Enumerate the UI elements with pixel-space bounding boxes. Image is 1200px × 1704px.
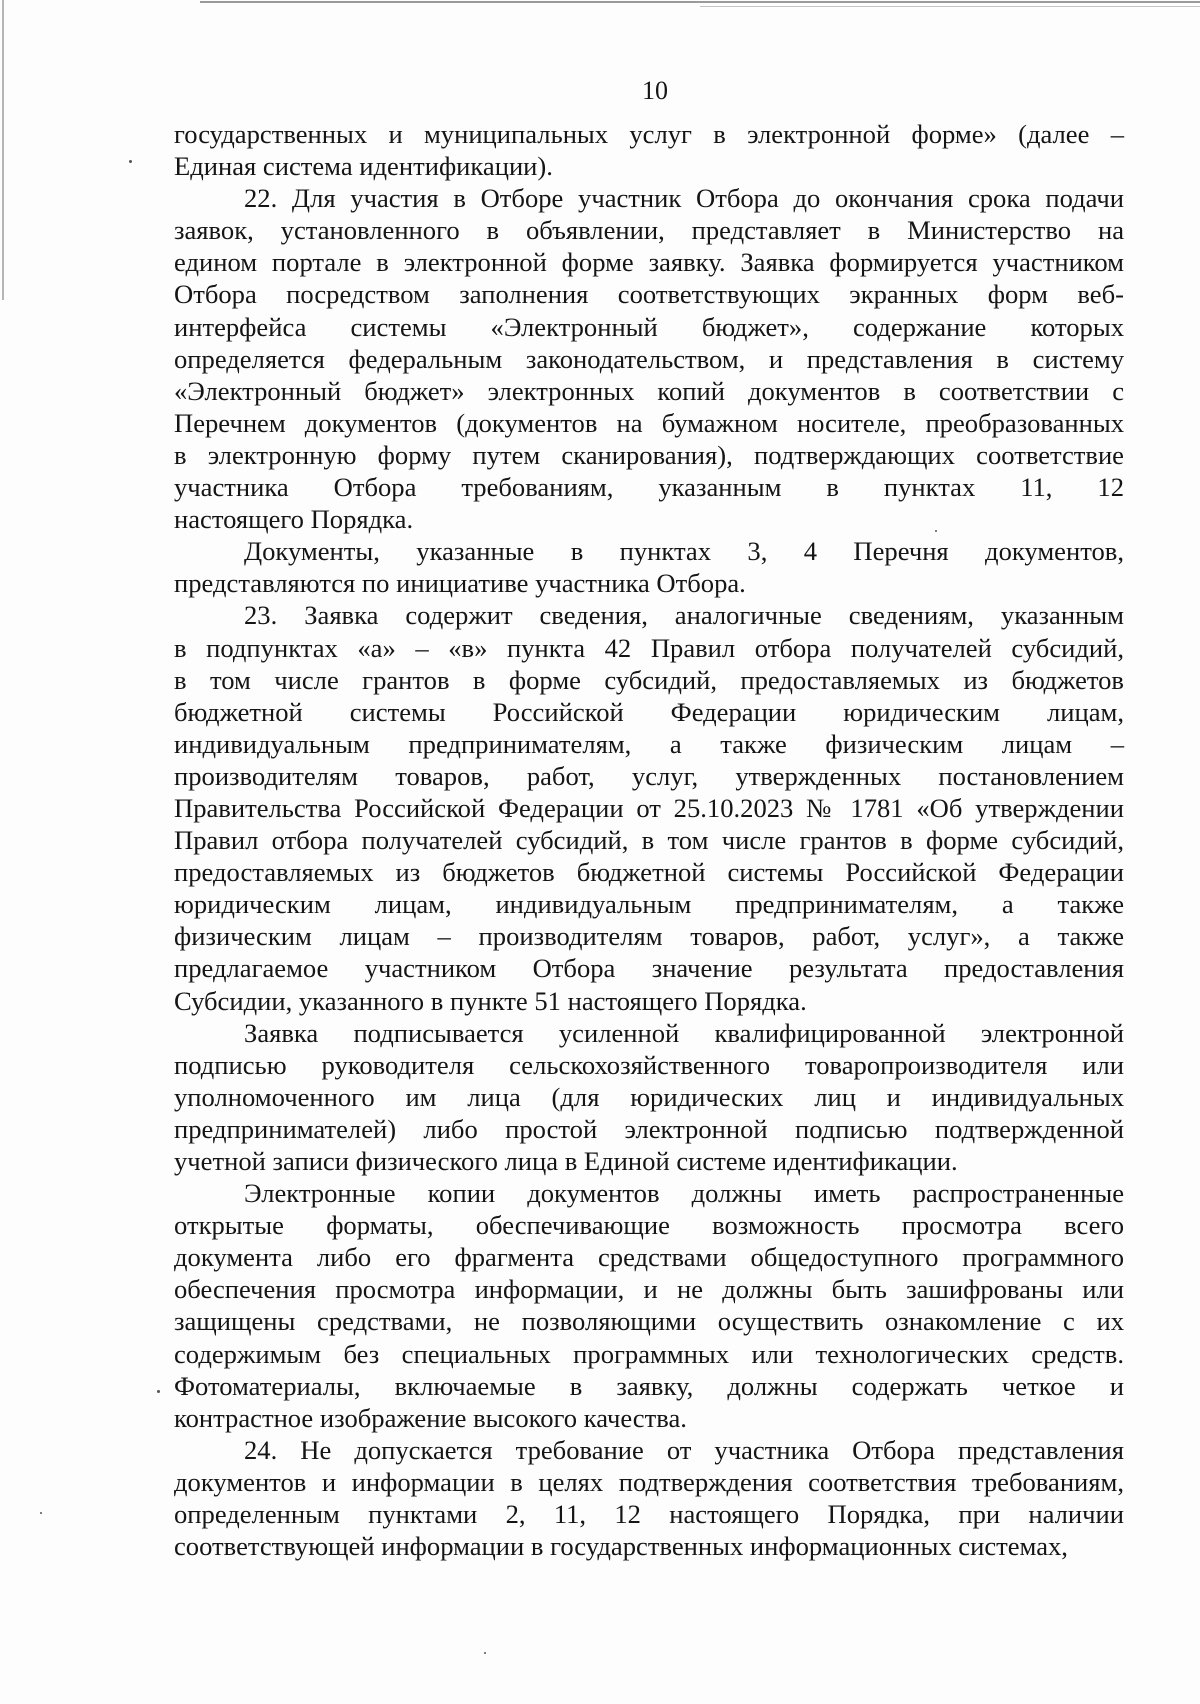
text-line: Перечнем документов (документов на бумажном носителе, преобразованных <box>174 407 1124 438</box>
text-line: предлагаемое участником Отбора значение результата предоставления <box>174 953 1124 984</box>
text-line: производителям товаров, работ, услуг, утвержденных постановлением <box>174 760 1124 791</box>
text-line: учетной записи физического лица в Единой системе идентификации. <box>174 1146 958 1176</box>
page-number: 10 <box>642 76 668 105</box>
document-body <box>174 118 1124 1562</box>
text-line: государственных и муниципальных услуг в электронной форме» (далее – <box>174 119 1124 149</box>
scan-speck <box>40 1512 42 1514</box>
text-line: Правительства Российской Федерации от 25.10.2023 № 1781 «Об утверждении <box>174 792 1124 823</box>
paragraph-p23 <box>174 599 1124 1016</box>
text-line: Заявка подписывается усиленной квалифицированной электронной <box>244 1017 1124 1048</box>
text-line: обеспечения просмотра информации, и не должны быть зашифрованы или <box>174 1274 1124 1305</box>
text-line: 23. Заявка содержит сведения, аналогичные сведениям, указанным <box>244 600 1124 631</box>
text-line: Единая система идентификации). <box>174 151 553 182</box>
text-line: бюджетной системы Российской Федерации юридическим лицам, <box>174 696 1124 727</box>
text-line: Электронные копии документов должны иметь распространенные <box>244 1178 1124 1209</box>
text-line: содержимым без специальных программных или технологических средств. <box>174 1338 1124 1369</box>
text-line: 24. Не допускается требование от участника Отбора представления <box>244 1434 1124 1465</box>
text-line: контрастное изображение высокого качества. <box>174 1402 687 1433</box>
scan-speck <box>157 1390 160 1393</box>
text-line: представляются по инициативе участника Отбора. <box>174 568 746 599</box>
text-line: едином портале в электронной форме заявку. Заявка формируется участником <box>174 247 1124 278</box>
text-line: документов и информации в целях подтверждения соответствия требованиям, <box>174 1466 1124 1497</box>
text-line: индивидуальным предпринимателям, а также физическим лицам – <box>174 728 1124 759</box>
paragraph-p23c <box>174 1177 1124 1434</box>
text-line: подписью руководителя сельскохозяйственного товаропроизводителя или <box>174 1049 1124 1080</box>
text-line: определяется федеральным законодательством, и представления в систему <box>174 343 1124 374</box>
text-line: Правил отбора получателей субсидий, в том числе грантов в форме субсидий, <box>174 825 1124 856</box>
text-line: Документы, указанные в пунктах 3, 4 Перечня документов, <box>244 536 1124 567</box>
text-line: 22. Для участия в Отборе участник Отбора до окончания срока подачи <box>244 183 1124 214</box>
text-line: в подпунктах «а» – «в» пункта 42 Правил отбора получателей субсидий, <box>174 632 1124 663</box>
text-line: предпринимателей) либо простой электронной подписью подтвержденной <box>174 1113 1124 1144</box>
text-line: соответствующей информации в государственных информационных системах, <box>174 1531 1068 1562</box>
text-line: защищены средствами, не позволяющими осуществить ознакомление с их <box>174 1306 1124 1337</box>
text-line: открытые форматы, обеспечивающие возможность просмотра всего <box>174 1210 1124 1241</box>
scan-edge-top <box>200 1 1200 3</box>
text-line: Фотоматериалы, включаемые в заявку, должны содержать четкое и <box>174 1370 1124 1401</box>
paragraph-p22b <box>174 535 1124 599</box>
text-line: физическим лицам – производителям товаров, работ, услуг», а также <box>174 921 1124 952</box>
text-line: в электронную форму путем сканирования), подтверждающих соответствие <box>174 439 1124 470</box>
text-line: настоящего Порядка. <box>174 504 414 535</box>
text-line: документа либо его фрагмента средствами общедоступного программного <box>174 1242 1124 1273</box>
text-line: участника Отбора требованиям, указанным в пунктах 11, 12 <box>174 472 1124 503</box>
text-line: определенным пунктами 2, 11, 12 настоящего Порядка, при наличии <box>174 1499 1124 1530</box>
paragraph-p22 <box>174 182 1124 535</box>
text-line: уполномоченного им лица (для юридических лиц и индивидуальных <box>174 1081 1124 1112</box>
paragraph-p0 <box>174 118 1124 182</box>
text-line: Отбора посредством заполнения соответствующих экранных форм веб- <box>174 279 1124 310</box>
paragraph-p24 <box>174 1434 1124 1562</box>
text-line: «Электронный бюджет» электронных копий документов в соответствии с <box>174 375 1124 406</box>
scan-edge-top-faint <box>700 6 1200 7</box>
text-line: Субсидии, указанного в пункте 51 настоящего Порядка. <box>174 985 807 1016</box>
text-line: в том числе грантов в форме субсидий, предоставляемых из бюджетов <box>174 664 1124 695</box>
scan-edge-left <box>2 0 4 300</box>
paragraph-p23b <box>174 1017 1124 1177</box>
text-line: интерфейса системы «Электронный бюджет», содержание которых <box>174 311 1124 342</box>
scan-speck <box>484 1652 486 1654</box>
text-line: предоставляемых из бюджетов бюджетной системы Российской Федерации <box>174 857 1124 888</box>
text-line: юридическим лицам, индивидуальным предпринимателям, а также <box>174 889 1124 920</box>
scan-speck <box>129 160 132 163</box>
text-line: заявок, установленного в объявлении, представляет в Министерство на <box>174 215 1124 246</box>
